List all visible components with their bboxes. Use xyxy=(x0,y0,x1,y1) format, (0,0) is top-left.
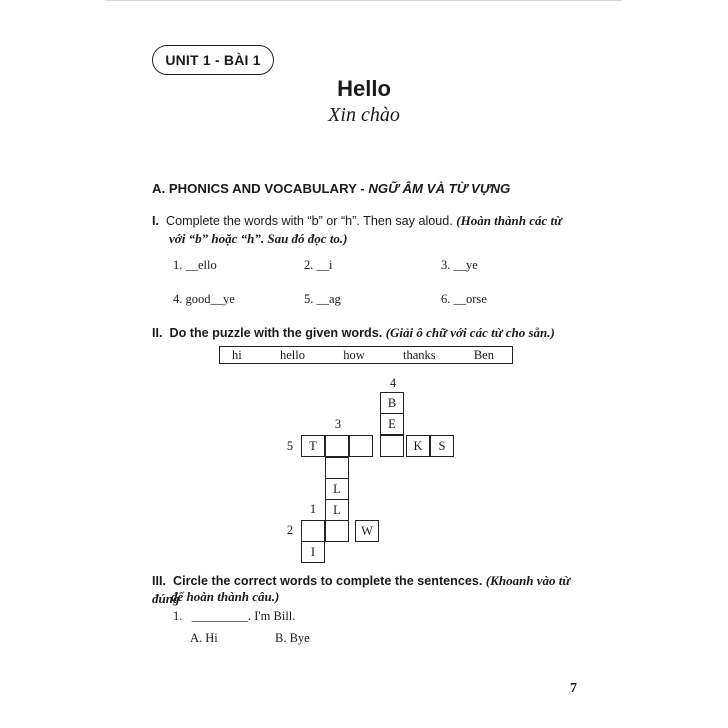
exercise-1-text-vi-2: với “b” hoặc “h”. Sau đó đọc to.) xyxy=(169,231,348,246)
exercise-3-text-en: Circle the correct words to complete the sentences. xyxy=(173,574,483,588)
exercise-2-text-vi: (Giải ô chữ với các từ cho sẵn.) xyxy=(385,325,555,340)
exercise-1-text-en: Complete the words with “b” or “h”. Then say aloud. xyxy=(166,214,453,228)
exercise-1-instruction-line2 xyxy=(169,230,348,248)
crossword-cell[interactable] xyxy=(380,435,404,457)
lesson-title: Hello xyxy=(337,76,391,101)
clue-number: 4 xyxy=(389,376,397,390)
ex3-q1-number: 1. xyxy=(173,609,183,623)
ex3-question-1 xyxy=(173,609,295,624)
clue-number: 3 xyxy=(334,417,342,431)
exercise-1-text-vi-1: (Hoàn thành các từ xyxy=(456,213,562,228)
exercise-3-text-vi-2: để hoàn thành câu.) xyxy=(171,589,280,604)
crossword-cell[interactable]: T xyxy=(301,435,325,457)
crossword-cell[interactable] xyxy=(325,435,349,457)
clue-number: 2 xyxy=(286,523,294,537)
crossword-cell[interactable]: E xyxy=(380,413,404,435)
crossword-cell[interactable]: K xyxy=(406,435,430,457)
lesson-subtitle: Xin chào xyxy=(328,104,400,126)
crossword-cell[interactable] xyxy=(301,520,325,542)
crossword-cell[interactable]: L xyxy=(325,499,349,521)
crossword-cell[interactable] xyxy=(349,435,373,457)
word-bank xyxy=(219,346,513,364)
section-a-label-vi: NGỮ ÂM VÀ TỪ VỰNG xyxy=(368,181,511,196)
ex1-item-3: 3. __ye xyxy=(441,258,478,272)
ex3-q1-rest: . I'm Bill. xyxy=(248,609,296,623)
crossword-cell[interactable]: W xyxy=(355,520,379,542)
word-bank-word: Ben xyxy=(473,347,494,362)
word-bank-word: thanks xyxy=(402,347,436,362)
section-a-label: A. PHONICS AND VOCABULARY - xyxy=(152,181,369,196)
crossword-cell[interactable]: S xyxy=(430,435,454,457)
exercise-3-instruction-line2 xyxy=(171,588,279,606)
word-bank-word: hi xyxy=(232,347,242,362)
exercise-2-instruction xyxy=(152,324,612,342)
ex1-item-4: 4. good__ye xyxy=(173,292,235,306)
ex3-q1-option-b[interactable]: B. Bye xyxy=(275,631,310,645)
exercise-2-text-en: Do the puzzle with the given words. xyxy=(169,326,383,340)
exercise-3-label: III. xyxy=(152,574,166,588)
ex3-q1-option-a[interactable]: A. Hi xyxy=(190,631,218,645)
exercise-1-instruction xyxy=(152,212,592,230)
unit-badge: UNIT 1 - BÀI 1 xyxy=(152,45,274,75)
ex1-item-1: 1. __ello xyxy=(173,258,217,272)
clue-number: 5 xyxy=(286,439,294,453)
exercise-1-label: I. xyxy=(152,214,159,228)
word-bank-word: how xyxy=(343,347,365,362)
crossword-cell[interactable]: B xyxy=(380,392,404,414)
crossword-cell[interactable]: I xyxy=(301,541,325,563)
ex1-item-6: 6. __orse xyxy=(441,292,487,306)
crossword-cell[interactable] xyxy=(325,457,349,479)
clue-number: 1 xyxy=(309,502,317,516)
page-top-border xyxy=(105,0,622,5)
section-a-heading xyxy=(152,181,510,196)
page-number: 7 xyxy=(570,681,577,696)
ex3-q1-blank[interactable]: _________ xyxy=(191,609,248,623)
exercise-2-label: II. xyxy=(152,326,163,340)
exercise-3-text-vi-1: (Khoanh vào từ đúng xyxy=(152,573,571,606)
ex1-item-5: 5. __ag xyxy=(304,292,341,306)
word-bank-word: hello xyxy=(279,347,305,362)
crossword-cell[interactable]: L xyxy=(325,478,349,500)
ex1-item-2: 2. __i xyxy=(304,258,333,272)
crossword-cell[interactable] xyxy=(325,520,349,542)
